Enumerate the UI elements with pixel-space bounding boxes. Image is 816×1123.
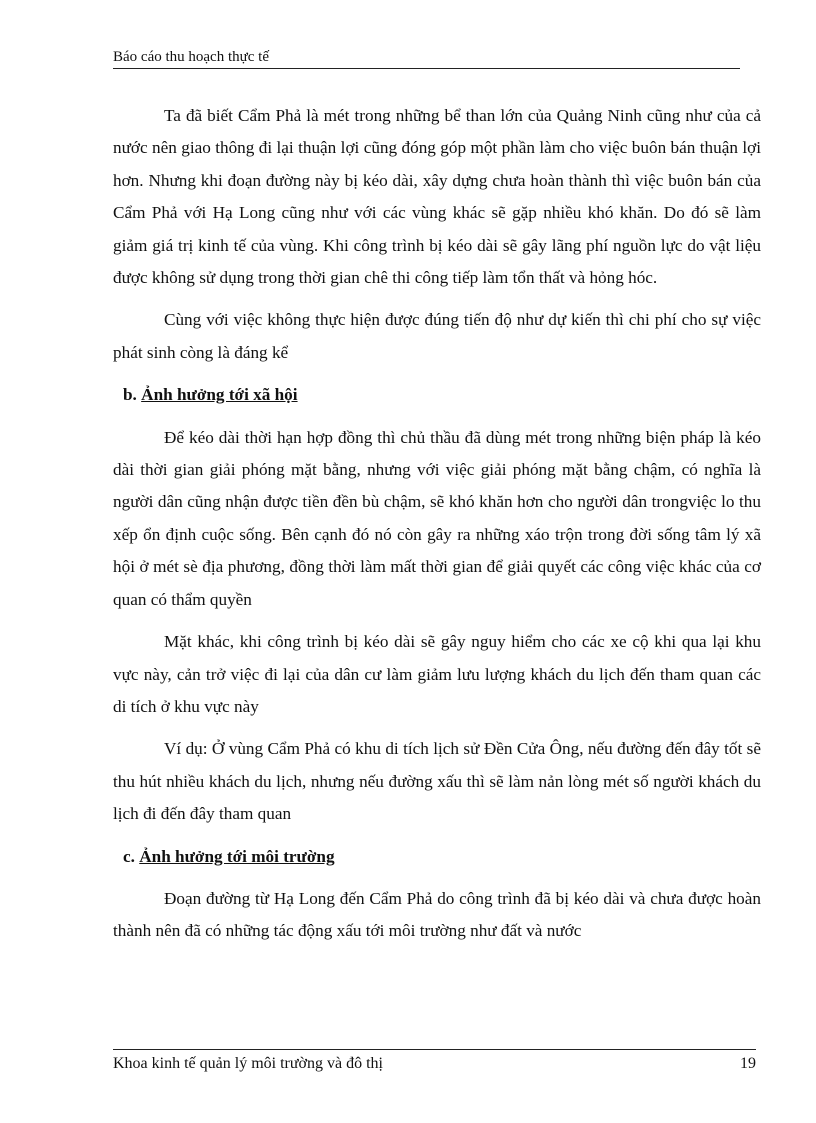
paragraph-6: Đoạn đường từ Hạ Long đến Cẩm Phả do công trình đã bị kéo dài và chưa được hoàn thành nên đã có những tác động xấu tới môi trường như đất và nước bbox=[113, 888, 761, 941]
page-header bbox=[113, 49, 740, 69]
page-number: 19 bbox=[740, 1055, 756, 1072]
section-heading-c-text: Ảnh hưởng tới môi trường bbox=[139, 846, 335, 866]
paragraph-3: Để kéo dài thời hạn hợp đồng thì chủ thầu đã dùng mét trong những biện pháp là kéo dài thời gian giải phóng mặt bằng, nhưng với việc giải phóng mặt bằng chậm, có nghĩa là người dân cũng nhận được tiền đền bù chậm, sẽ khó khăn hơn cho người dân trongviệc lo thu xếp ổn định cuộc sống. Bên cạnh đó nó còn gây ra những xáo trộn trong đời sống tâm lý xã hội ở mét sè địa phương, đồng thời làm mất thời gian để giải quyết các công việc khác của cơ quan có thẩm quyền bbox=[113, 427, 761, 609]
section-heading-b-prefix: b. bbox=[123, 385, 142, 405]
page-footer bbox=[113, 1049, 756, 1073]
paragraph-1: Ta đã biết Cẩm Phả là mét trong những bể than lớn của Quảng Ninh cũng như của cả nước nên giao thông đi lại thuận lợi cũng đóng góp một phần làm cho việc buôn bán thuận lợi hơn. Nhưng khi đoạn đường này bị kéo dài, xây dựng chưa hoàn thành thì việc buôn bán của Cẩm Phả với Hạ Long cũng như với các vùng khác sẽ gặp nhiều khó khăn. Do đó sẽ làm giảm giá trị kinh tế của vùng. Khi công trình bị kéo dài sẽ gây lãng phí nguồn lực do vật liệu được không sử dụng trong thời gian chê thi công tiếp làm tổn thất và hỏng hóc. bbox=[113, 106, 761, 288]
paragraph-2: Cùng với việc không thực hiện được đúng tiến độ như dự kiến thì chi phí cho sự việc phát sinh còng là đáng kể bbox=[113, 310, 761, 362]
footer-text: Khoa kinh tế quản lý môi trường và đô thị bbox=[113, 1055, 383, 1072]
section-heading-c-prefix: c. bbox=[123, 846, 140, 866]
header-title: Báo cáo thu hoạch thực tế bbox=[113, 49, 269, 65]
section-heading-c bbox=[113, 841, 761, 873]
paragraph-5: Ví dụ: Ở vùng Cẩm Phả có khu di tích lịch sử Đền Cửa Ông, nếu đường đến đây tốt sẽ thu hút nhiều khách du lịch, nhưng nếu đường xấu thì sẽ làm nản lòng mét số người khách du lịch đi đến đây tham quan bbox=[113, 739, 761, 824]
paragraph-4: Mặt khác, khi công trình bị kéo dài sẽ gây nguy hiểm cho các xe cộ khi qua lại khu vực này, cản trở việc đi lại của dân cư làm giảm lưu lượng khách du lịch đến tham quan các di tích ở khu vực này bbox=[113, 632, 761, 716]
section-heading-b-text: Ảnh hưởng tới xã hội bbox=[141, 385, 298, 405]
document-body bbox=[113, 100, 761, 948]
section-heading-b bbox=[113, 379, 761, 411]
